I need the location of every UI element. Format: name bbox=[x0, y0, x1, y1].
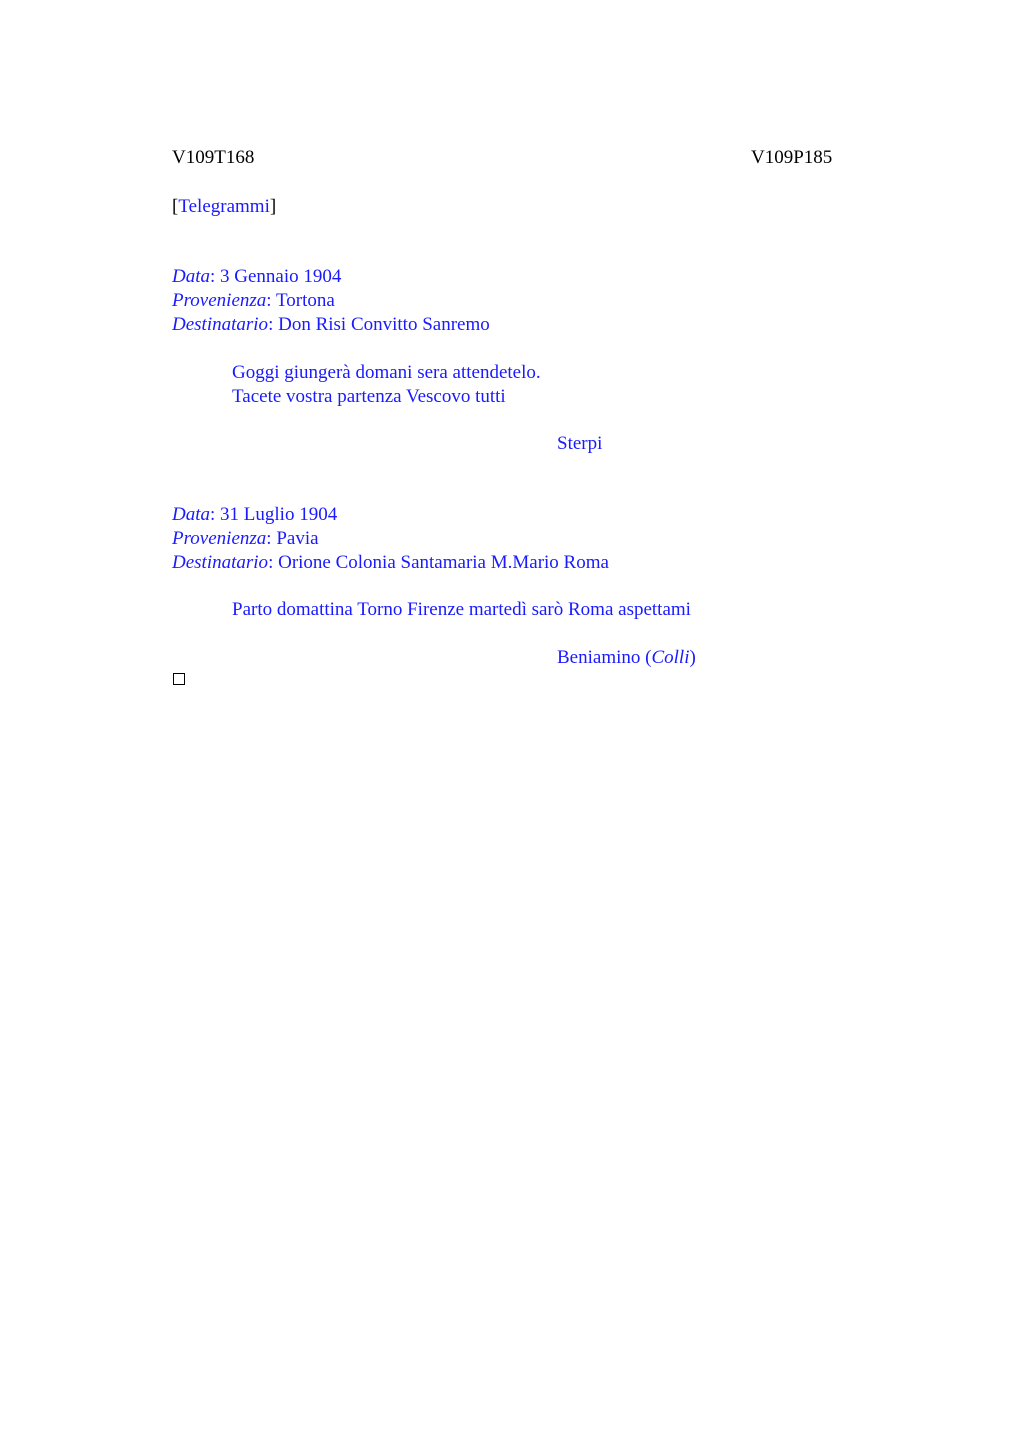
telegram-2-provenienza bbox=[172, 527, 319, 551]
label-separator: : bbox=[268, 552, 279, 573]
telegram-2-signature: Beniamino (Colli) bbox=[557, 647, 696, 668]
telegram-2-destinatario-value: Orione Colonia Santamaria M.Mario Roma bbox=[278, 552, 609, 573]
telegram-1-signature: Sterpi bbox=[557, 433, 603, 454]
end-of-document-box-icon bbox=[173, 673, 185, 685]
telegram-2-data bbox=[172, 503, 337, 527]
label-separator: : bbox=[268, 314, 279, 335]
telegram-2-date-value: 31 Luglio 1904 bbox=[220, 504, 338, 525]
section-title-text: Telegrammi bbox=[178, 196, 270, 217]
label-destinatario: Destinatario bbox=[172, 552, 269, 573]
telegram-2-destinatario bbox=[172, 551, 609, 575]
telegram-2-provenienza-value: Pavia bbox=[276, 528, 319, 549]
label-data: Data bbox=[172, 266, 210, 287]
telegram-1-provenienza-value: Tortona bbox=[275, 290, 335, 311]
bracket-close: ] bbox=[269, 196, 277, 217]
document-code-right: V109P185 bbox=[751, 147, 833, 168]
telegram-1-data bbox=[172, 265, 341, 289]
label-separator: : bbox=[210, 266, 221, 287]
label-provenienza: Provenienza bbox=[172, 290, 267, 311]
label-provenienza: Provenienza bbox=[172, 528, 267, 549]
document-code-left: V109T168 bbox=[172, 147, 255, 168]
section-title bbox=[172, 195, 276, 219]
telegram-2-body-line-1: Parto domattina Torno Firenze martedì sarò Roma aspettami bbox=[232, 599, 691, 620]
telegram-1-body-line-1: Goggi giungerà domani sera attendetelo. bbox=[232, 362, 541, 383]
telegram-2-signature-name: Beniamino bbox=[557, 647, 641, 668]
label-data: Data bbox=[172, 504, 210, 525]
label-separator: : bbox=[266, 290, 276, 311]
bracket-open: [ bbox=[172, 196, 179, 217]
telegram-1-date-value: 3 Gennaio 1904 bbox=[220, 266, 342, 287]
label-destinatario: Destinatario bbox=[172, 314, 269, 335]
telegram-1-destinatario bbox=[172, 313, 490, 337]
telegram-1-body-line-2: Tacete vostra partenza Vescovo tutti bbox=[232, 386, 506, 407]
telegram-1-provenienza bbox=[172, 289, 335, 313]
telegram-2-signature-note: Colli bbox=[651, 647, 690, 668]
label-separator: : bbox=[266, 528, 277, 549]
label-separator: : bbox=[210, 504, 221, 525]
telegram-1-destinatario-value: Don Risi Convitto Sanremo bbox=[278, 314, 490, 335]
